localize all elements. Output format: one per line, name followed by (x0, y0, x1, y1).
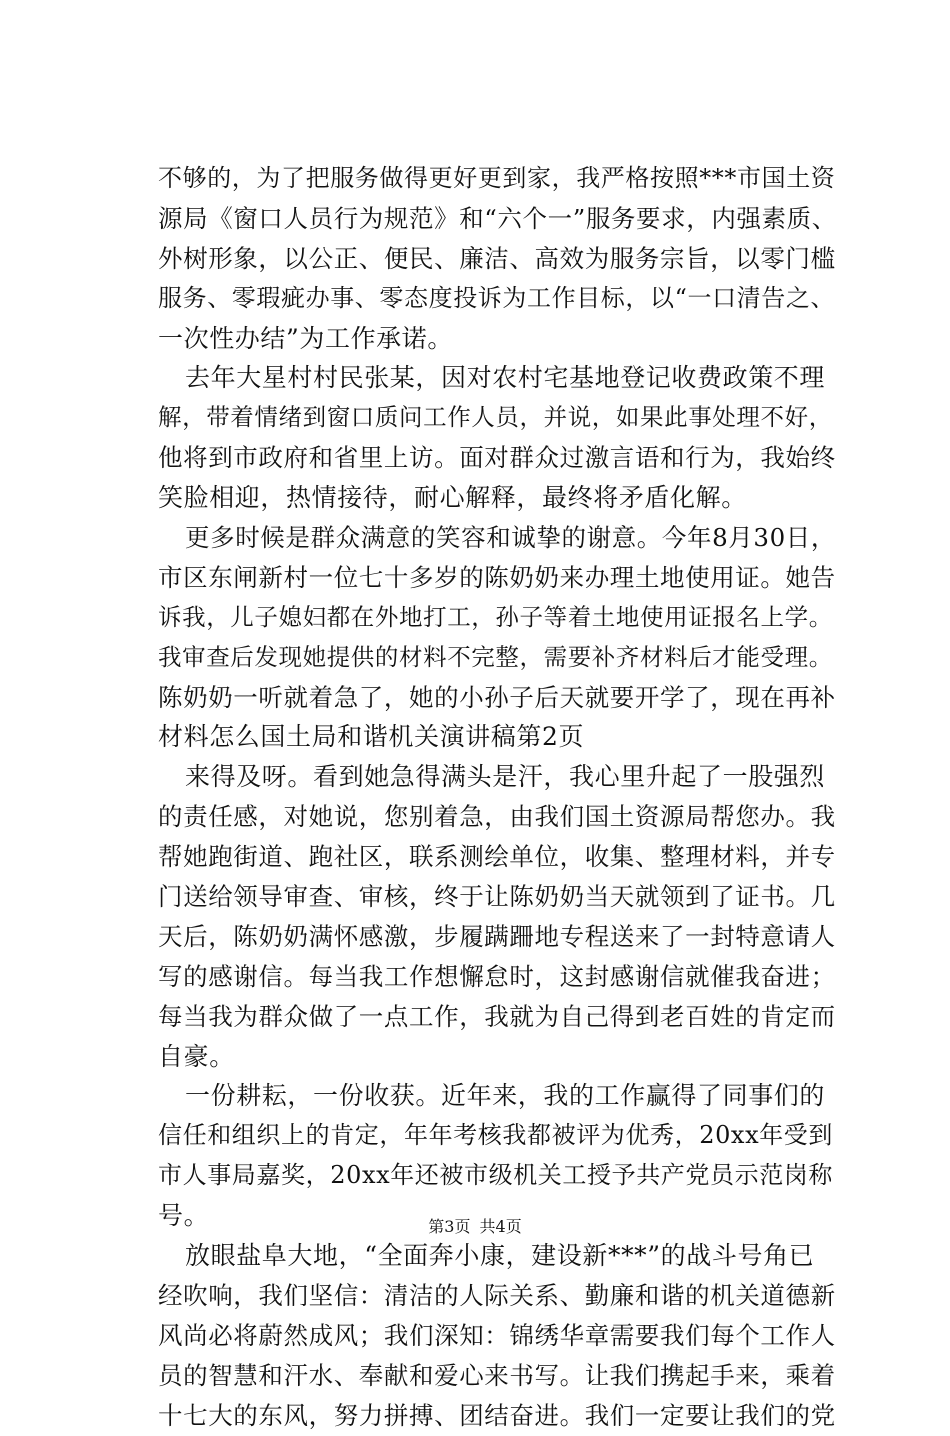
text-line: 帮她跑街道、跑社区，联系测绘单位，收集、整理材料，并专 (158, 842, 836, 872)
text-line: 天后，陈奶奶满怀感激，步履蹒跚地专程送来了一封特意请人 (158, 921, 836, 951)
text-line: 笑脸相迎，热情接待，耐心解释，最终将矛盾化解。 (158, 483, 747, 513)
text-line: 陈奶奶一听就着急了，她的小孙子后天就要开学了，现在再补 (158, 682, 836, 712)
text-line: 信任和组织上的肯定，年年考核我都被评为优秀，20xx年受到 (158, 1121, 834, 1150)
text-line: 十七大的东风，努力拼搏、团结奋进。我们一定要让我们的党 (158, 1400, 836, 1430)
text-line: 经吹响，我们坚信：清洁的人际关系、勤廉和谐的机关道德新 (158, 1280, 836, 1310)
text-line: 我审查后发现她提供的材料不完整，需要补齐材料后才能受理。 (158, 642, 833, 671)
text-line: 员的智慧和汗水、奉献和爱心来书写。让我们携起手来，乘着 (158, 1360, 836, 1390)
page-footer (0, 1214, 950, 1237)
text-line: 的责任感，对她说，您别着急，由我们国土资源局帮您办。我 (158, 802, 836, 832)
text-line: 放眼盐阜大地，“全面奔小康，建设新***”的战斗号角已 (185, 1241, 815, 1271)
text-line: 一份耕耘，一份收获。近年来，我的工作赢得了同事们的 (185, 1081, 826, 1111)
document-body (158, 159, 840, 1436)
text-line: 市区东闸新村一位七十多岁的陈奶奶来办理土地使用证。她告 (158, 562, 836, 592)
text-line: 诉我，儿子媳妇都在外地打工，孙子等着土地使用证报名上学。 (158, 602, 833, 631)
text-line: 自豪。 (158, 1041, 235, 1071)
text-line: 来得及呀。看到她急得满头是汗，我心里升起了一股强烈 (185, 762, 826, 792)
page-number: 第3页 (428, 1217, 471, 1236)
text-line: 一次性办结”为工作承诺。 (158, 323, 453, 353)
text-line: 源局《窗口人员行为规范》和“六个一”服务要求，内强素质、 (158, 203, 837, 233)
page-total: 共4页 (479, 1217, 522, 1236)
text-line: 市人事局嘉奖，20xx年还被市级机关工授予共产党员示范岗称 (158, 1161, 834, 1190)
text-line: 去年大星村村民张某，因对农村宅基地登记收费政策不理 (185, 363, 826, 393)
text-line: 门送给领导审查、审核，终于让陈奶奶当天就领到了证书。几 (158, 882, 836, 912)
text-line: 材料怎么国土局和谐机关演讲稿第2页 (158, 722, 585, 752)
text-line: 写的感谢信。每当我工作想懈怠时，这封感谢信就催我奋进； (158, 961, 836, 991)
text-line: 风尚必将蔚然成风；我们深知：锦绣华章需要我们每个工作人 (158, 1320, 836, 1350)
text-line: 更多时候是群众满意的笑容和诚挚的谢意。今年8月30日， (185, 523, 836, 553)
text-line: 他将到市政府和省里上访。面对群众过激言语和行为，我始终 (158, 443, 836, 473)
text-line: 外树形象，以公正、便民、廉洁、高效为服务宗旨，以零门槛 (158, 243, 836, 273)
text-line: 解，带着情绪到窗口质问工作人员，并说，如果此事处理不好， (158, 403, 833, 432)
text-line: 每当我为群众做了一点工作，我就为自己得到老百姓的肯定而 (158, 1001, 836, 1031)
text-line: 服务、零瑕疵办事、零态度投诉为工作目标，以“一口清告之、 (158, 283, 836, 312)
text-line: 号。 (158, 1201, 210, 1231)
text-line: 不够的，为了把服务做得更好更到家，我严格按照***市国土资 (158, 164, 836, 192)
